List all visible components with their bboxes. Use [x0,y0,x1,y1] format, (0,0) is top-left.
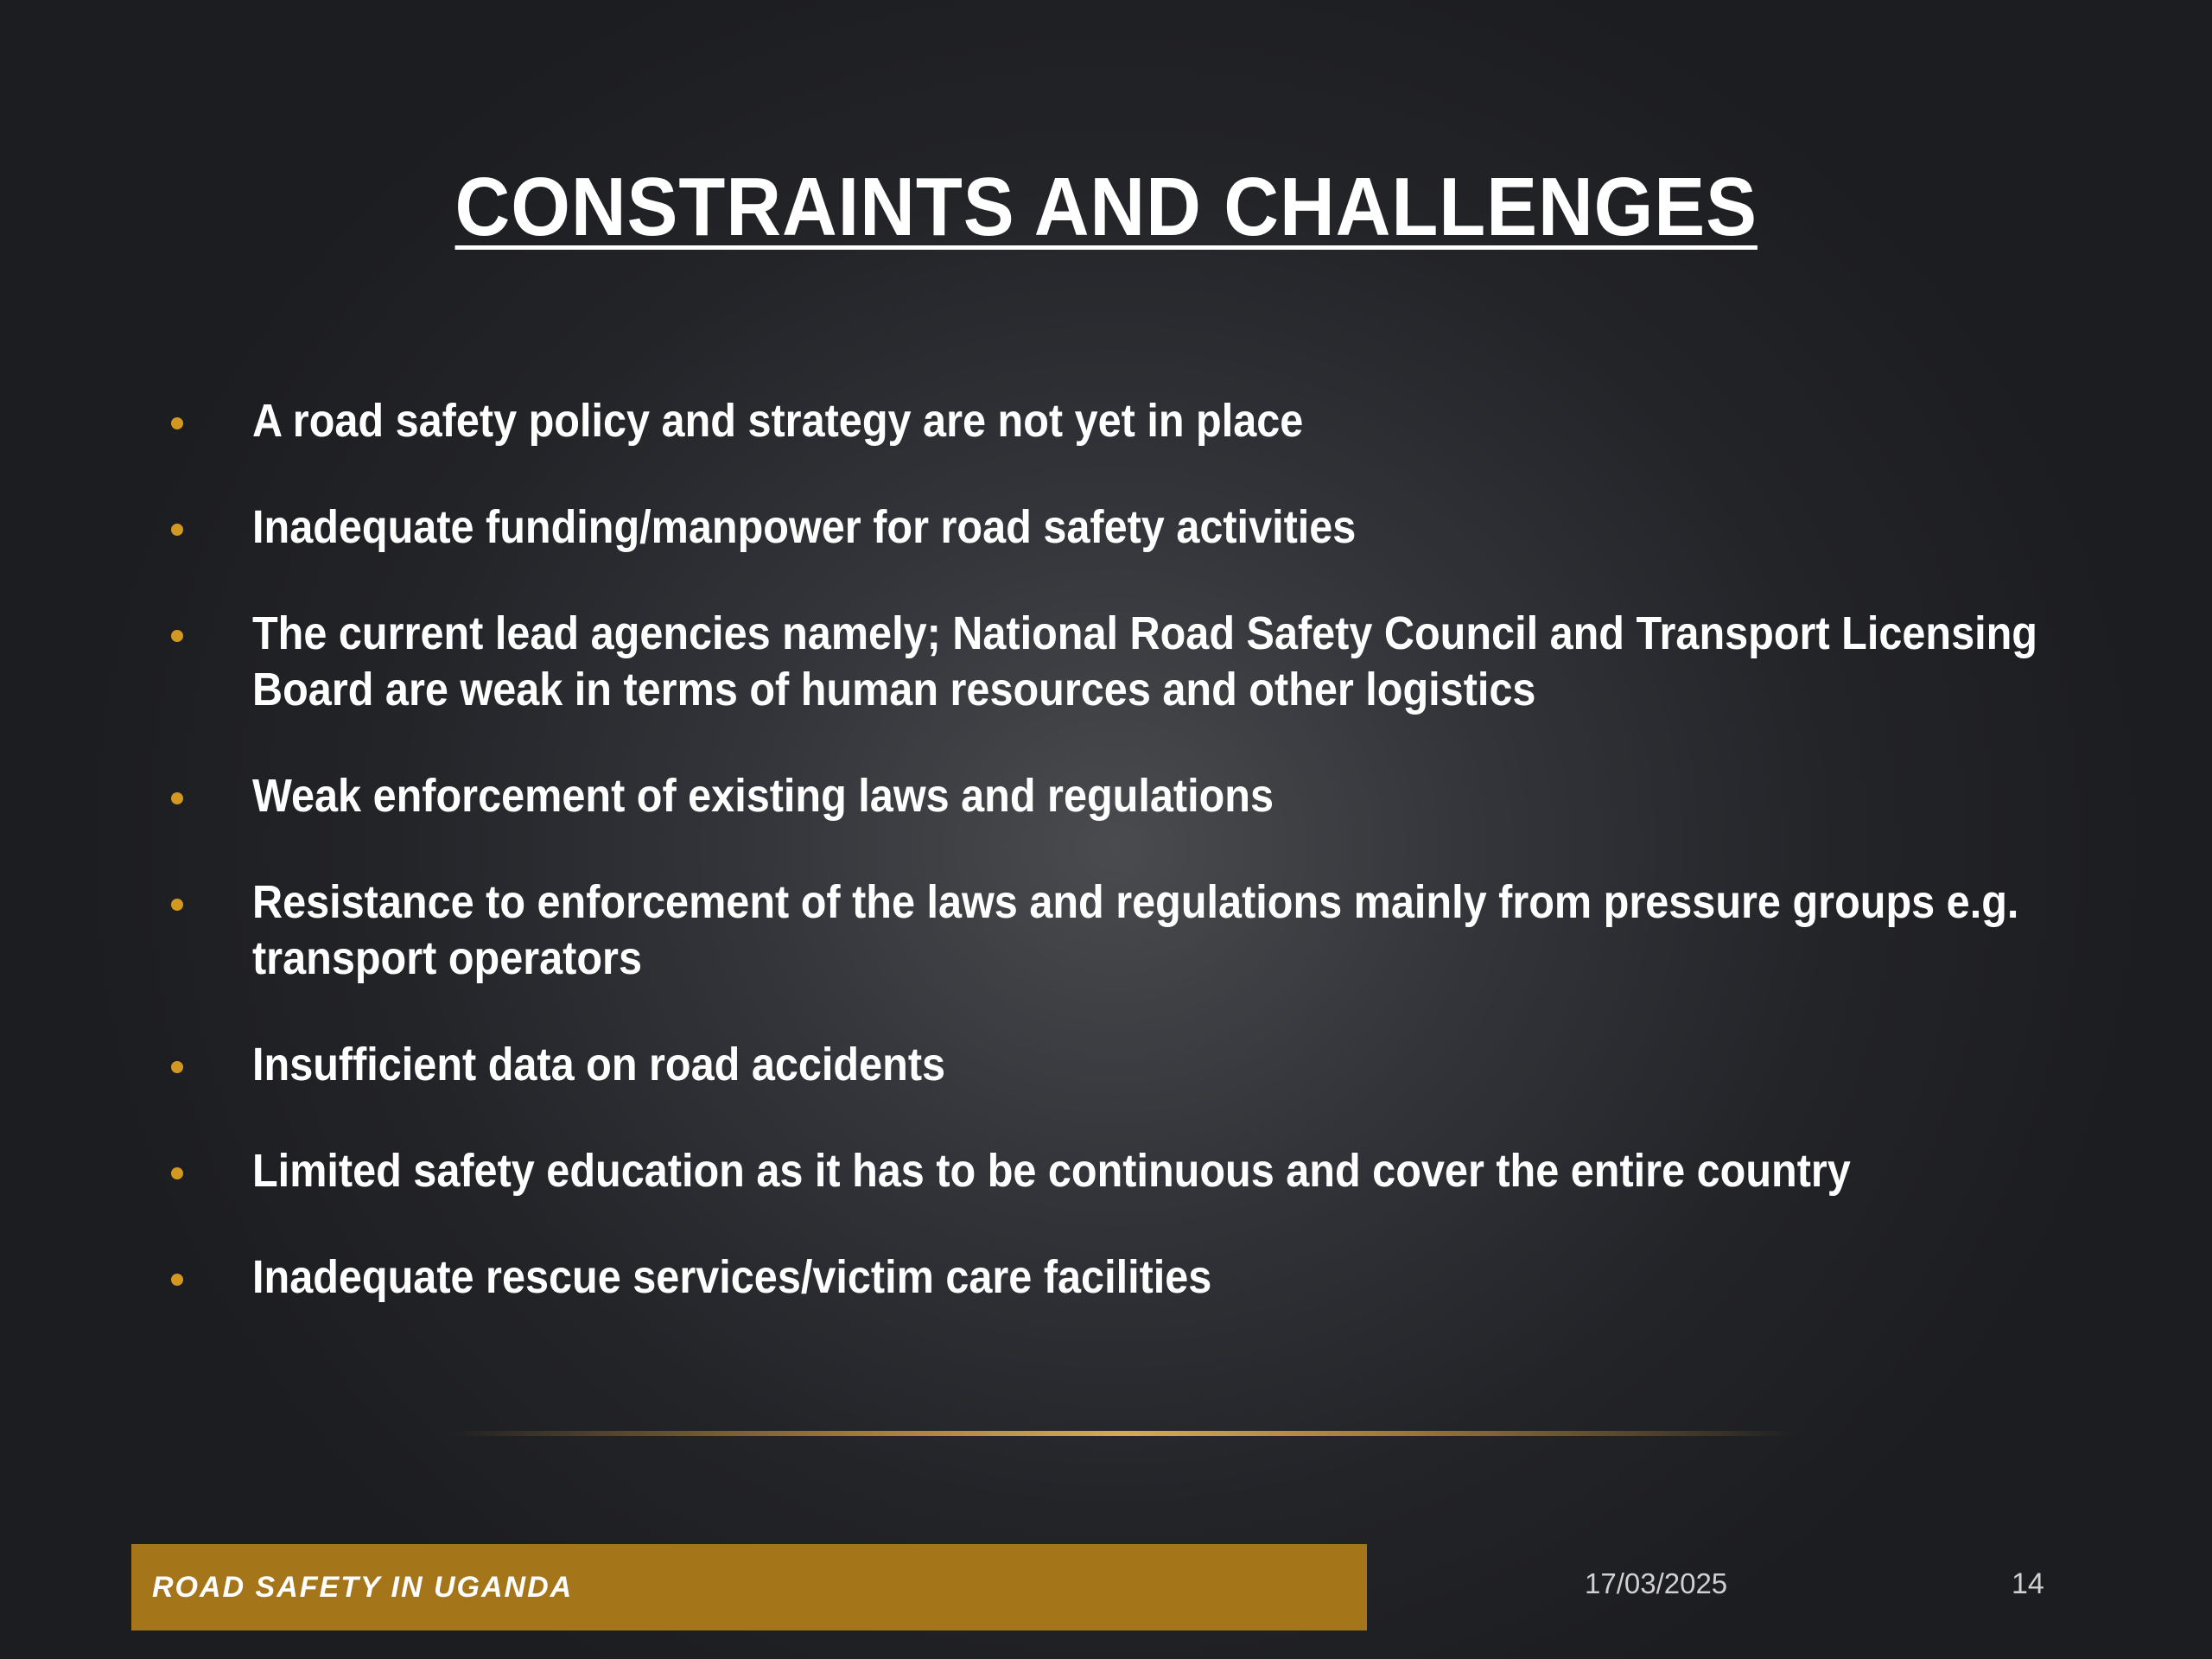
bullet-item [164,499,2108,556]
divider-line [449,1431,1797,1436]
slide-title-text: CONSTRAINTS AND CHALLENGES [454,161,1758,253]
slide-title [0,160,2212,255]
bullet-text: The current lead agencies namely; National Road Safety Council and Transport Licensing Board are weak in terms of human resources and other logistics [252,607,2037,715]
bullet-item [164,768,2108,824]
bullet-text: Limited safety education as it has to be continuous and cover the entire country [252,1145,1851,1197]
bullet-dot-icon [171,899,183,911]
bullet-item [164,393,2108,449]
bullet-dot-icon [171,417,183,429]
bullet-item [164,1143,2108,1199]
bullet-text: Resistance to enforcement of the laws and regulations mainly from pressure groups e.g. transport operators [252,876,2019,984]
bullet-item [164,1249,2108,1306]
bullet-dot-icon [171,1061,183,1073]
bullet-list [164,393,2108,1356]
footer-label: ROAD SAFETY IN UGANDA [152,1571,574,1604]
bullet-dot-icon [171,1274,183,1286]
bullet-dot-icon [171,1167,183,1179]
bullet-dot-icon [171,792,183,804]
bullet-dot-icon [171,630,183,642]
bullet-text: Weak enforcement of existing laws and regulations [252,770,1274,822]
page-number: 14 [2012,1567,2044,1600]
footer-date: 17/03/2025 [1585,1567,1728,1599]
bullet-item [164,1037,2108,1093]
bullet-text: Insufficient data on road accidents [252,1039,946,1090]
bullet-item [164,874,2108,987]
bullet-text: Inadequate rescue services/victim care facilities [252,1251,1212,1303]
bullet-text: Inadequate funding/manpower for road safety activities [252,501,1357,553]
bullet-dot-icon [171,524,183,536]
bullet-text: A road safety policy and strategy are not yet in place [252,395,1304,447]
bullet-item [164,606,2108,718]
